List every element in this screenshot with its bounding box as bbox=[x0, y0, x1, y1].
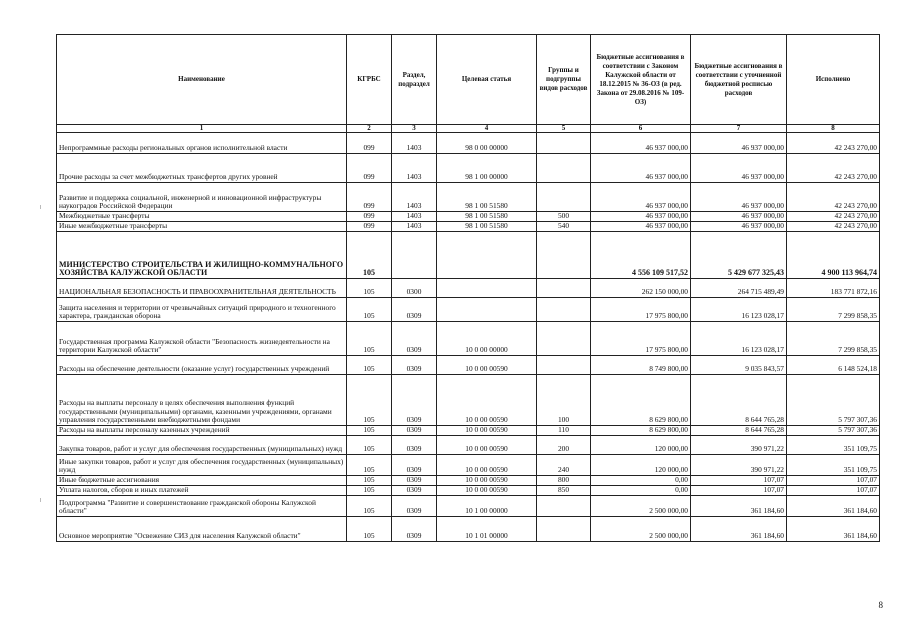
row-budget-law: 120 000,00 bbox=[591, 455, 691, 476]
row-section: 0309 bbox=[392, 322, 437, 356]
row-target: 10 0 00 00590 bbox=[437, 476, 537, 486]
table-row bbox=[57, 298, 880, 322]
row-target: 10 0 00 00590 bbox=[437, 356, 537, 375]
row-budget-law: 46 937 000,00 bbox=[591, 222, 691, 232]
row-section: 0309 bbox=[392, 517, 437, 542]
row-budget-list: 361 184,60 bbox=[691, 517, 787, 542]
row-executed: 6 148 524,18 bbox=[787, 356, 880, 375]
row-budget-law: 120 000,00 bbox=[591, 436, 691, 455]
row-kgrbs: 105 bbox=[347, 426, 392, 436]
row-section: 0309 bbox=[392, 476, 437, 486]
row-executed: 42 243 270,00 bbox=[787, 222, 880, 232]
row-kgrbs: 099 bbox=[347, 212, 392, 222]
row-executed: 42 243 270,00 bbox=[787, 212, 880, 222]
table-row bbox=[57, 476, 880, 486]
row-target: 10 0 00 00590 bbox=[437, 436, 537, 455]
row-section: 1403 bbox=[392, 222, 437, 232]
column-number: 2 bbox=[347, 125, 392, 133]
row-budget-law: 46 937 000,00 bbox=[591, 183, 691, 212]
row-section: 0309 bbox=[392, 298, 437, 322]
row-target: 98 1 00 51580 bbox=[437, 183, 537, 212]
row-budget-law: 0,00 bbox=[591, 476, 691, 486]
row-kgrbs: 099 bbox=[347, 183, 392, 212]
row-kgrbs: 105 bbox=[347, 517, 392, 542]
row-kgrbs: 105 bbox=[347, 356, 392, 375]
row-name: Иные межбюджетные трансферты bbox=[57, 222, 347, 232]
row-section: 1403 bbox=[392, 154, 437, 183]
row-executed: 361 184,60 bbox=[787, 517, 880, 542]
header-groups: Группы и подгруппы видов расходов bbox=[537, 35, 591, 125]
table-row bbox=[57, 486, 880, 496]
row-executed: 42 243 270,00 bbox=[787, 183, 880, 212]
row-group: 500 bbox=[537, 212, 591, 222]
row-executed: 42 243 270,00 bbox=[787, 133, 880, 154]
row-kgrbs: 099 bbox=[347, 133, 392, 154]
row-kgrbs: 105 bbox=[347, 496, 392, 517]
row-target: 10 1 01 00000 bbox=[437, 517, 537, 542]
table-row bbox=[57, 232, 880, 279]
row-budget-law: 17 975 800,00 bbox=[591, 298, 691, 322]
row-section: 1403 bbox=[392, 133, 437, 154]
row-section bbox=[392, 232, 437, 279]
row-name: Расходы на обеспечение деятельности (оказание услуг) государственных учреждений bbox=[57, 356, 347, 375]
table-row bbox=[57, 496, 880, 517]
row-executed: 4 900 113 964,74 bbox=[787, 232, 880, 279]
row-budget-list: 16 123 028,17 bbox=[691, 298, 787, 322]
row-executed: 5 797 307,36 bbox=[787, 375, 880, 426]
row-executed: 361 184,60 bbox=[787, 496, 880, 517]
row-group bbox=[537, 298, 591, 322]
table-row bbox=[57, 133, 880, 154]
row-name: Подпрограмма "Развитие и совершенствование гражданской обороны Калужской области" bbox=[57, 496, 347, 517]
header-budget-law: Бюджетные ассигнования в соответствии с Законом Калужской области от 18.12.2015 № 36-ОЗ (в ред. Закона от 29.08.2016 № 109-ОЗ) bbox=[591, 35, 691, 125]
row-group bbox=[537, 279, 591, 298]
row-section: 0309 bbox=[392, 375, 437, 426]
row-name: Развитие и поддержка социальной, инженерной и инновационной инфраструктуры наукоградов Российской Федерации bbox=[57, 183, 347, 212]
row-group bbox=[537, 133, 591, 154]
row-executed: 183 771 872,16 bbox=[787, 279, 880, 298]
row-budget-law: 8 629 800,00 bbox=[591, 426, 691, 436]
row-budget-law: 46 937 000,00 bbox=[591, 212, 691, 222]
row-executed: 42 243 270,00 bbox=[787, 154, 880, 183]
table-header-row bbox=[57, 35, 880, 125]
row-section: 0309 bbox=[392, 486, 437, 496]
row-name: Расходы на выплаты персоналу казенных учреждений bbox=[57, 426, 347, 436]
row-section: 0300 bbox=[392, 279, 437, 298]
column-number: 6 bbox=[591, 125, 691, 133]
table-row bbox=[57, 212, 880, 222]
row-section: 0309 bbox=[392, 455, 437, 476]
column-number: 8 bbox=[787, 125, 880, 133]
row-group bbox=[537, 356, 591, 375]
row-section: 1403 bbox=[392, 212, 437, 222]
row-section: 0309 bbox=[392, 496, 437, 517]
row-target: 98 1 00 51580 bbox=[437, 212, 537, 222]
row-executed: 5 797 307,36 bbox=[787, 426, 880, 436]
row-group: 110 bbox=[537, 426, 591, 436]
row-section: 0309 bbox=[392, 426, 437, 436]
row-budget-law: 17 975 800,00 bbox=[591, 322, 691, 356]
row-budget-list: 46 937 000,00 bbox=[691, 183, 787, 212]
row-executed: 7 299 858,35 bbox=[787, 298, 880, 322]
row-kgrbs: 105 bbox=[347, 436, 392, 455]
row-group bbox=[537, 183, 591, 212]
row-budget-list: 8 644 765,28 bbox=[691, 426, 787, 436]
table-row bbox=[57, 517, 880, 542]
table-row bbox=[57, 222, 880, 232]
table-row bbox=[57, 183, 880, 212]
header-executed: Исполнено bbox=[787, 35, 880, 125]
row-target: 98 1 00 51580 bbox=[437, 222, 537, 232]
row-kgrbs: 105 bbox=[347, 486, 392, 496]
row-section: 1403 bbox=[392, 183, 437, 212]
row-target: 98 1 00 00000 bbox=[437, 154, 537, 183]
table-row bbox=[57, 356, 880, 375]
row-budget-list: 264 715 489,49 bbox=[691, 279, 787, 298]
row-budget-law: 4 556 109 517,52 bbox=[591, 232, 691, 279]
row-budget-law: 2 500 000,00 bbox=[591, 517, 691, 542]
header-target: Целевая статья bbox=[437, 35, 537, 125]
row-kgrbs: 105 bbox=[347, 232, 392, 279]
row-budget-law: 8 749 800,00 bbox=[591, 356, 691, 375]
row-budget-list: 16 123 028,17 bbox=[691, 322, 787, 356]
column-number-row bbox=[57, 125, 880, 133]
row-budget-list: 390 971,22 bbox=[691, 455, 787, 476]
header-name: Наименование bbox=[57, 35, 347, 125]
table-row bbox=[57, 375, 880, 426]
row-name: Основное мероприятие "Освежение СИЗ для населения Калужской области" bbox=[57, 517, 347, 542]
row-kgrbs: 099 bbox=[347, 154, 392, 183]
row-budget-law: 46 937 000,00 bbox=[591, 154, 691, 183]
header-section: Раздел, подраздел bbox=[392, 35, 437, 125]
row-kgrbs: 105 bbox=[347, 476, 392, 486]
row-budget-list: 46 937 000,00 bbox=[691, 154, 787, 183]
row-budget-law: 8 629 800,00 bbox=[591, 375, 691, 426]
row-name: Непрограммные расходы региональных органов исполнительной власти bbox=[57, 133, 347, 154]
row-target: 10 0 00 00590 bbox=[437, 486, 537, 496]
row-kgrbs: 105 bbox=[347, 279, 392, 298]
column-number: 3 bbox=[392, 125, 437, 133]
row-group bbox=[537, 232, 591, 279]
row-target bbox=[437, 232, 537, 279]
row-kgrbs: 105 bbox=[347, 375, 392, 426]
row-executed: 107,07 bbox=[787, 486, 880, 496]
column-number: 7 bbox=[691, 125, 787, 133]
row-name: Защита населения и территории от чрезвычайных ситуаций природного и техногенного характера, гражданская оборона bbox=[57, 298, 347, 322]
row-section: 0309 bbox=[392, 436, 437, 455]
row-name: Расходы на выплаты персоналу в целях обеспечения выполнения функций государственными (муниципальными) органами, казенными учреждениями, органами управления государственными внебюджетными фондами bbox=[57, 375, 347, 426]
row-group bbox=[537, 154, 591, 183]
table-row bbox=[57, 436, 880, 455]
row-budget-list: 361 184,60 bbox=[691, 496, 787, 517]
column-number: 5 bbox=[537, 125, 591, 133]
column-number: 4 bbox=[437, 125, 537, 133]
row-executed: 351 109,75 bbox=[787, 455, 880, 476]
column-number: 1 bbox=[57, 125, 347, 133]
row-kgrbs: 099 bbox=[347, 222, 392, 232]
row-target: 10 0 00 00590 bbox=[437, 375, 537, 426]
row-budget-list: 46 937 000,00 bbox=[691, 133, 787, 154]
table-row bbox=[57, 426, 880, 436]
row-target: 98 0 00 00000 bbox=[437, 133, 537, 154]
table-row bbox=[57, 322, 880, 356]
row-budget-law: 262 150 000,00 bbox=[591, 279, 691, 298]
row-name: Прочие расходы за счет межбюджетных трансфертов других уровней bbox=[57, 154, 347, 183]
row-budget-list: 46 937 000,00 bbox=[691, 222, 787, 232]
row-executed: 351 109,75 bbox=[787, 436, 880, 455]
row-section: 0309 bbox=[392, 356, 437, 375]
row-name: Межбюджетные трансферты bbox=[57, 212, 347, 222]
row-executed: 107,07 bbox=[787, 476, 880, 486]
table-row bbox=[57, 154, 880, 183]
row-name: Государственная программа Калужской области "Безопасность жизнедеятельности на территории Калужской области" bbox=[57, 322, 347, 356]
header-budget-list: Бюджетные ассигнования в соответствии с уточненной бюджетной росписью расходов bbox=[691, 35, 787, 125]
row-group bbox=[537, 517, 591, 542]
row-group: 800 bbox=[537, 476, 591, 486]
row-budget-list: 390 971,22 bbox=[691, 436, 787, 455]
row-executed: 7 299 858,35 bbox=[787, 322, 880, 356]
row-kgrbs: 105 bbox=[347, 455, 392, 476]
row-target: 10 1 00 00000 bbox=[437, 496, 537, 517]
row-group: 850 bbox=[537, 486, 591, 496]
row-name: Закупка товаров, работ и услуг для обеспечения государственных (муниципальных) нужд bbox=[57, 436, 347, 455]
row-group: 200 bbox=[537, 436, 591, 455]
row-group: 100 bbox=[537, 375, 591, 426]
row-group: 540 bbox=[537, 222, 591, 232]
row-name: НАЦИОНАЛЬНАЯ БЕЗОПАСНОСТЬ И ПРАВООХРАНИТЕЛЬНАЯ ДЕЯТЕЛЬНОСТЬ bbox=[57, 279, 347, 298]
header-kgrbs: КГРБС bbox=[347, 35, 392, 125]
row-kgrbs: 105 bbox=[347, 298, 392, 322]
row-budget-list: 107,07 bbox=[691, 486, 787, 496]
row-budget-list: 5 429 677 325,43 bbox=[691, 232, 787, 279]
row-target: 10 0 00 00000 bbox=[437, 322, 537, 356]
row-budget-list: 8 644 765,28 bbox=[691, 375, 787, 426]
row-budget-list: 9 035 843,57 bbox=[691, 356, 787, 375]
row-budget-list: 107,07 bbox=[691, 476, 787, 486]
table-row bbox=[57, 455, 880, 476]
row-kgrbs: 105 bbox=[347, 322, 392, 356]
row-group: 240 bbox=[537, 455, 591, 476]
row-target: 10 0 00 00590 bbox=[437, 455, 537, 476]
row-budget-list: 46 937 000,00 bbox=[691, 212, 787, 222]
row-budget-law: 2 500 000,00 bbox=[591, 496, 691, 517]
row-group bbox=[537, 496, 591, 517]
row-budget-law: 46 937 000,00 bbox=[591, 133, 691, 154]
row-target: 10 0 00 00590 bbox=[437, 426, 537, 436]
row-name: Иные бюджетные ассигнования bbox=[57, 476, 347, 486]
row-group bbox=[537, 322, 591, 356]
page-number: 8 bbox=[878, 600, 883, 610]
row-name: Иные закупки товаров, работ и услуг для обеспечения государственных (муниципальных) нужд bbox=[57, 455, 347, 476]
row-target bbox=[437, 279, 537, 298]
budget-table bbox=[56, 34, 880, 542]
table-row bbox=[57, 279, 880, 298]
row-name: МИНИСТЕРСТВО СТРОИТЕЛЬСТВА И ЖИЛИЩНО-КОММУНАЛЬНОГО ХОЗЯЙСТВА КАЛУЖСКОЙ ОБЛАСТИ bbox=[57, 232, 347, 279]
row-budget-law: 0,00 bbox=[591, 486, 691, 496]
row-target bbox=[437, 298, 537, 322]
row-name: Уплата налогов, сборов и иных платежей bbox=[57, 486, 347, 496]
